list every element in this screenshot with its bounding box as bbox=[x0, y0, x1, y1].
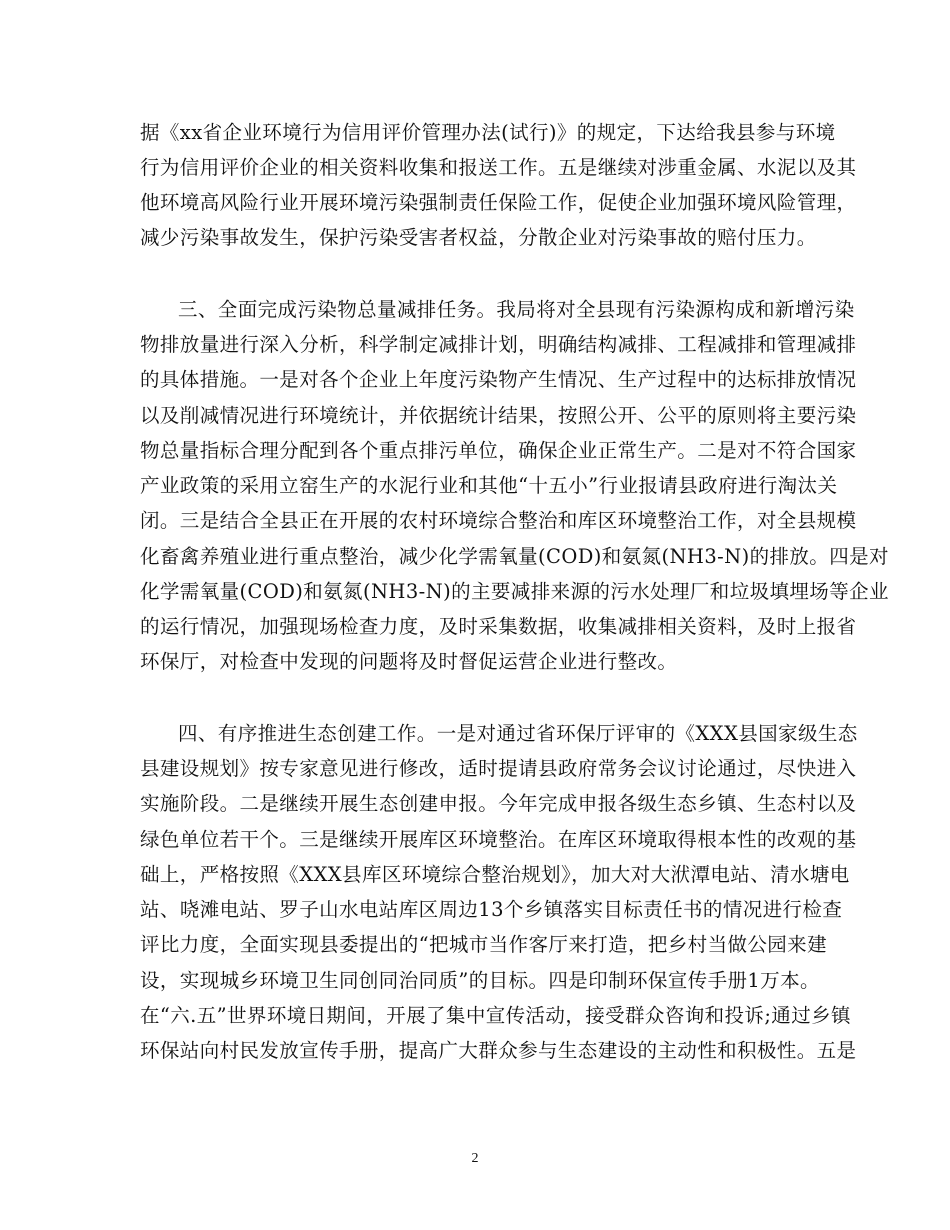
text-line: 绿色单位若干个。三是继续开展库区环境整治。在库区环境取得根本性的改观的基 bbox=[140, 828, 857, 851]
text-line: 实施阶段。二是继续开展生态创建申报。今年完成申报各级生态乡镇、生态村以及 bbox=[140, 792, 857, 815]
text-line: 据《xx省企业环境行为信用评价管理办法(试行)》的规定，下达给我县参与环境 bbox=[140, 121, 836, 144]
text-line: 设，实现城乡环境卫生同创同治同质”的目标。四是印制环保宣传手册1万本。 bbox=[140, 969, 820, 992]
text-line: 行为信用评价企业的相关资料收集和报送工作。五是继续对涉重金属、水泥以及其 bbox=[140, 156, 857, 179]
text-line: 闭。三是结合全县正在开展的农村环境综合整治和库区环境整治工作，对全县规模 bbox=[140, 509, 857, 532]
section-four-first-line: 四、有序推进生态创建工作。一是对通过省环保厅评审的《XXX县国家级生态 bbox=[178, 722, 858, 745]
text-line: 化学需氧量(COD)和氨氮(NH3-N)的主要减排来源的污水处理厂和垃圾填埋场等企业 bbox=[140, 580, 889, 603]
text-line: 的具体措施。一是对各个企业上年度污染物产生情况、生产过程中的达标排放情况 bbox=[140, 368, 857, 391]
text-line: 以及削减情况进行环境统计，并依据统计结果，按照公开、公平的原则将主要污染 bbox=[140, 404, 857, 427]
section-three-first-line: 三、全面完成污染物总量减排任务。我局将对全县现有污染源构成和新增污染 bbox=[178, 298, 855, 321]
text-line: 减少污染事故发生，保护污染受害者权益，分散企业对污染事故的赔付压力。 bbox=[140, 226, 817, 249]
text-line: 县建设规划》按专家意见进行修改，适时提请县政府常务会议讨论通过，尽快进入 bbox=[140, 757, 857, 780]
text-line: 的运行情况，加强现场检查力度，及时采集数据，收集减排相关资料，及时上报省 bbox=[140, 615, 857, 638]
text-line: 物排放量进行深入分析，科学制定减排计划，明确结构减排、工程减排和管理减排 bbox=[140, 333, 857, 356]
text-line: 产业政策的采用立窑生产的水泥行业和其他“十五小”行业报请县政府进行淘汰关 bbox=[140, 474, 838, 497]
text-line: 评比力度，全面实现县委提出的“把城市当作客厅来打造，把乡村当做公园来建 bbox=[140, 933, 827, 956]
text-line: 环保站向村民发放宣传手册，提高广大群众参与生态建设的主动性和积极性。五是 bbox=[140, 1039, 857, 1062]
text-line: 化畜禽养殖业进行重点整治，减少化学需氧量(COD)和氨氮(NH3-N)的排放。四是对 bbox=[140, 545, 889, 568]
text-line: 他环境高风险行业开展环境污染强制责任保险工作，促使企业加强环境风险管理， bbox=[140, 191, 857, 214]
page-number: 2 bbox=[471, 1151, 479, 1166]
text-line: 站、哓滩电站、罗子山水电站库区周边13个乡镇落实目标责任书的情况进行检查 bbox=[140, 898, 843, 921]
text-line: 在“六.五”世界环境日期间，开展了集中宣传活动，接受群众咨询和投诉;通过乡镇 bbox=[140, 1004, 851, 1027]
text-line: 环保厅，对检查中发现的问题将及时督促运营企业进行整改。 bbox=[140, 650, 678, 673]
text-line: 础上，严格按照《XXX县库区环境综合整治规划》，加大对大洑潭电站、清水塘电 bbox=[140, 863, 850, 886]
text-line: 物总量指标合理分配到各个重点排污单位，确保企业正常生产。二是对不符合国家 bbox=[140, 439, 857, 462]
